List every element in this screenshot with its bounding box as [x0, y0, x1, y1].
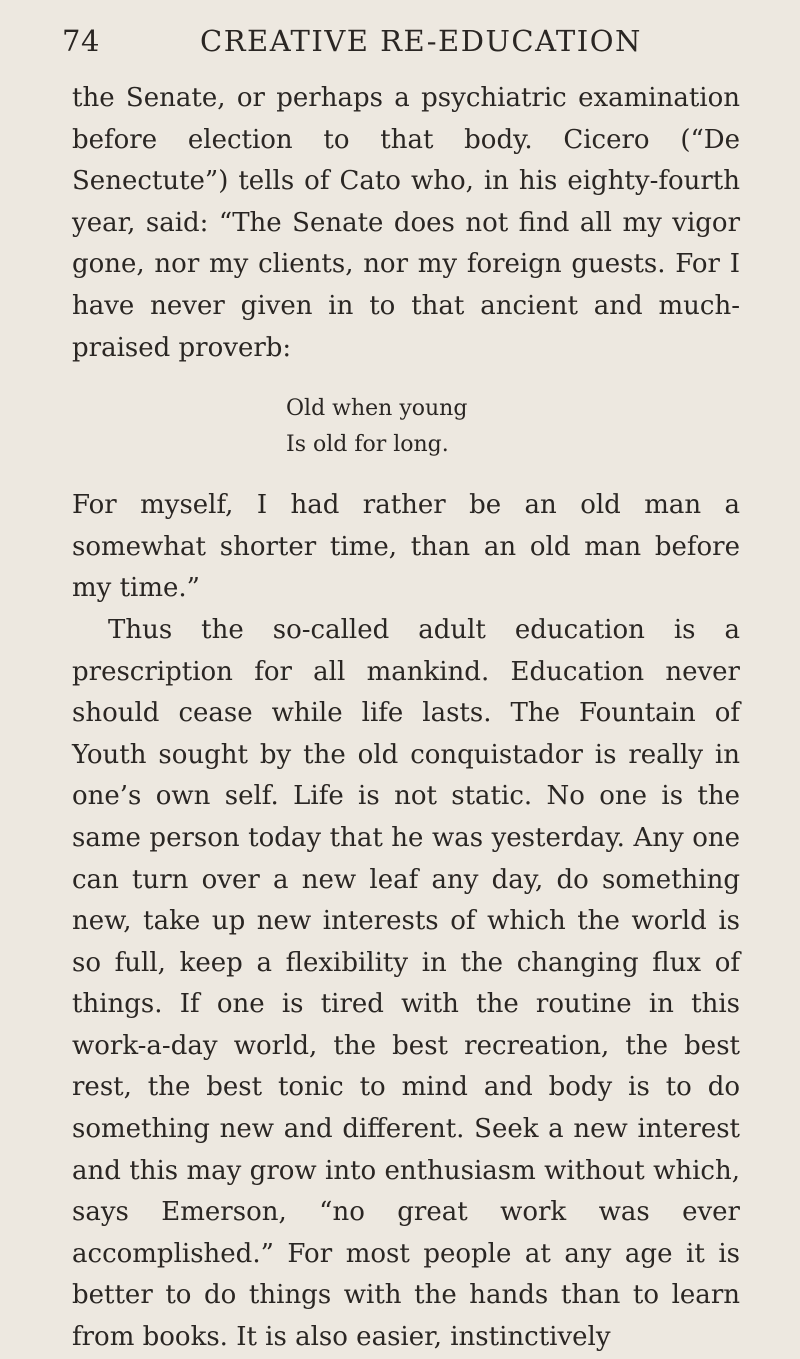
paragraph-main: Thus the so-called adult education is a prescription for all mankind. Education never should cease while life lasts. The Fountain of Youth sought by the old conquistador is really in one’s own self. Life is not static. No one is the same person today that he was yesterday. Any one can turn over a new leaf any day, do something new, take up new interests of which the world is so full, keep a flexibility in the changing flux of things. If one is tired with the routine in this work-a-day world, the best recreation, the best rest, the best tonic to mind and body is to do something new and different. Seek a new interest and this may grow into enthusiasm without which, says Emerson, “no great work was ever accomplished.” For most people at any age it is better to do things with the hands than to learn from books. It is also easier, instinctively	[72, 614, 740, 1353]
verse-line-1: Old when young	[286, 396, 468, 422]
verse-quote	[286, 391, 740, 463]
verse-line-2: Is old for long.	[286, 432, 449, 458]
paragraph-quote-end: For myself, I had rather be an old man a somewhat shorter time, than an old man before my time.”	[72, 490, 740, 604]
running-head: CREATIVE RE-EDUCATION	[200, 24, 642, 58]
body-text	[72, 78, 740, 1359]
page-header	[62, 24, 740, 68]
page-number: 74	[62, 24, 100, 58]
paragraph-continuation: the Senate, or perhaps a psychiatric examination before election to that body. Cicero (“De Senectute”) tells of Cato who, in his eighty-fourth year, said: “The Senate does not find all my vigor gone, nor my clients, nor my foreign guests. For I have never given in to that ancient and much-praised proverb:	[72, 83, 740, 363]
